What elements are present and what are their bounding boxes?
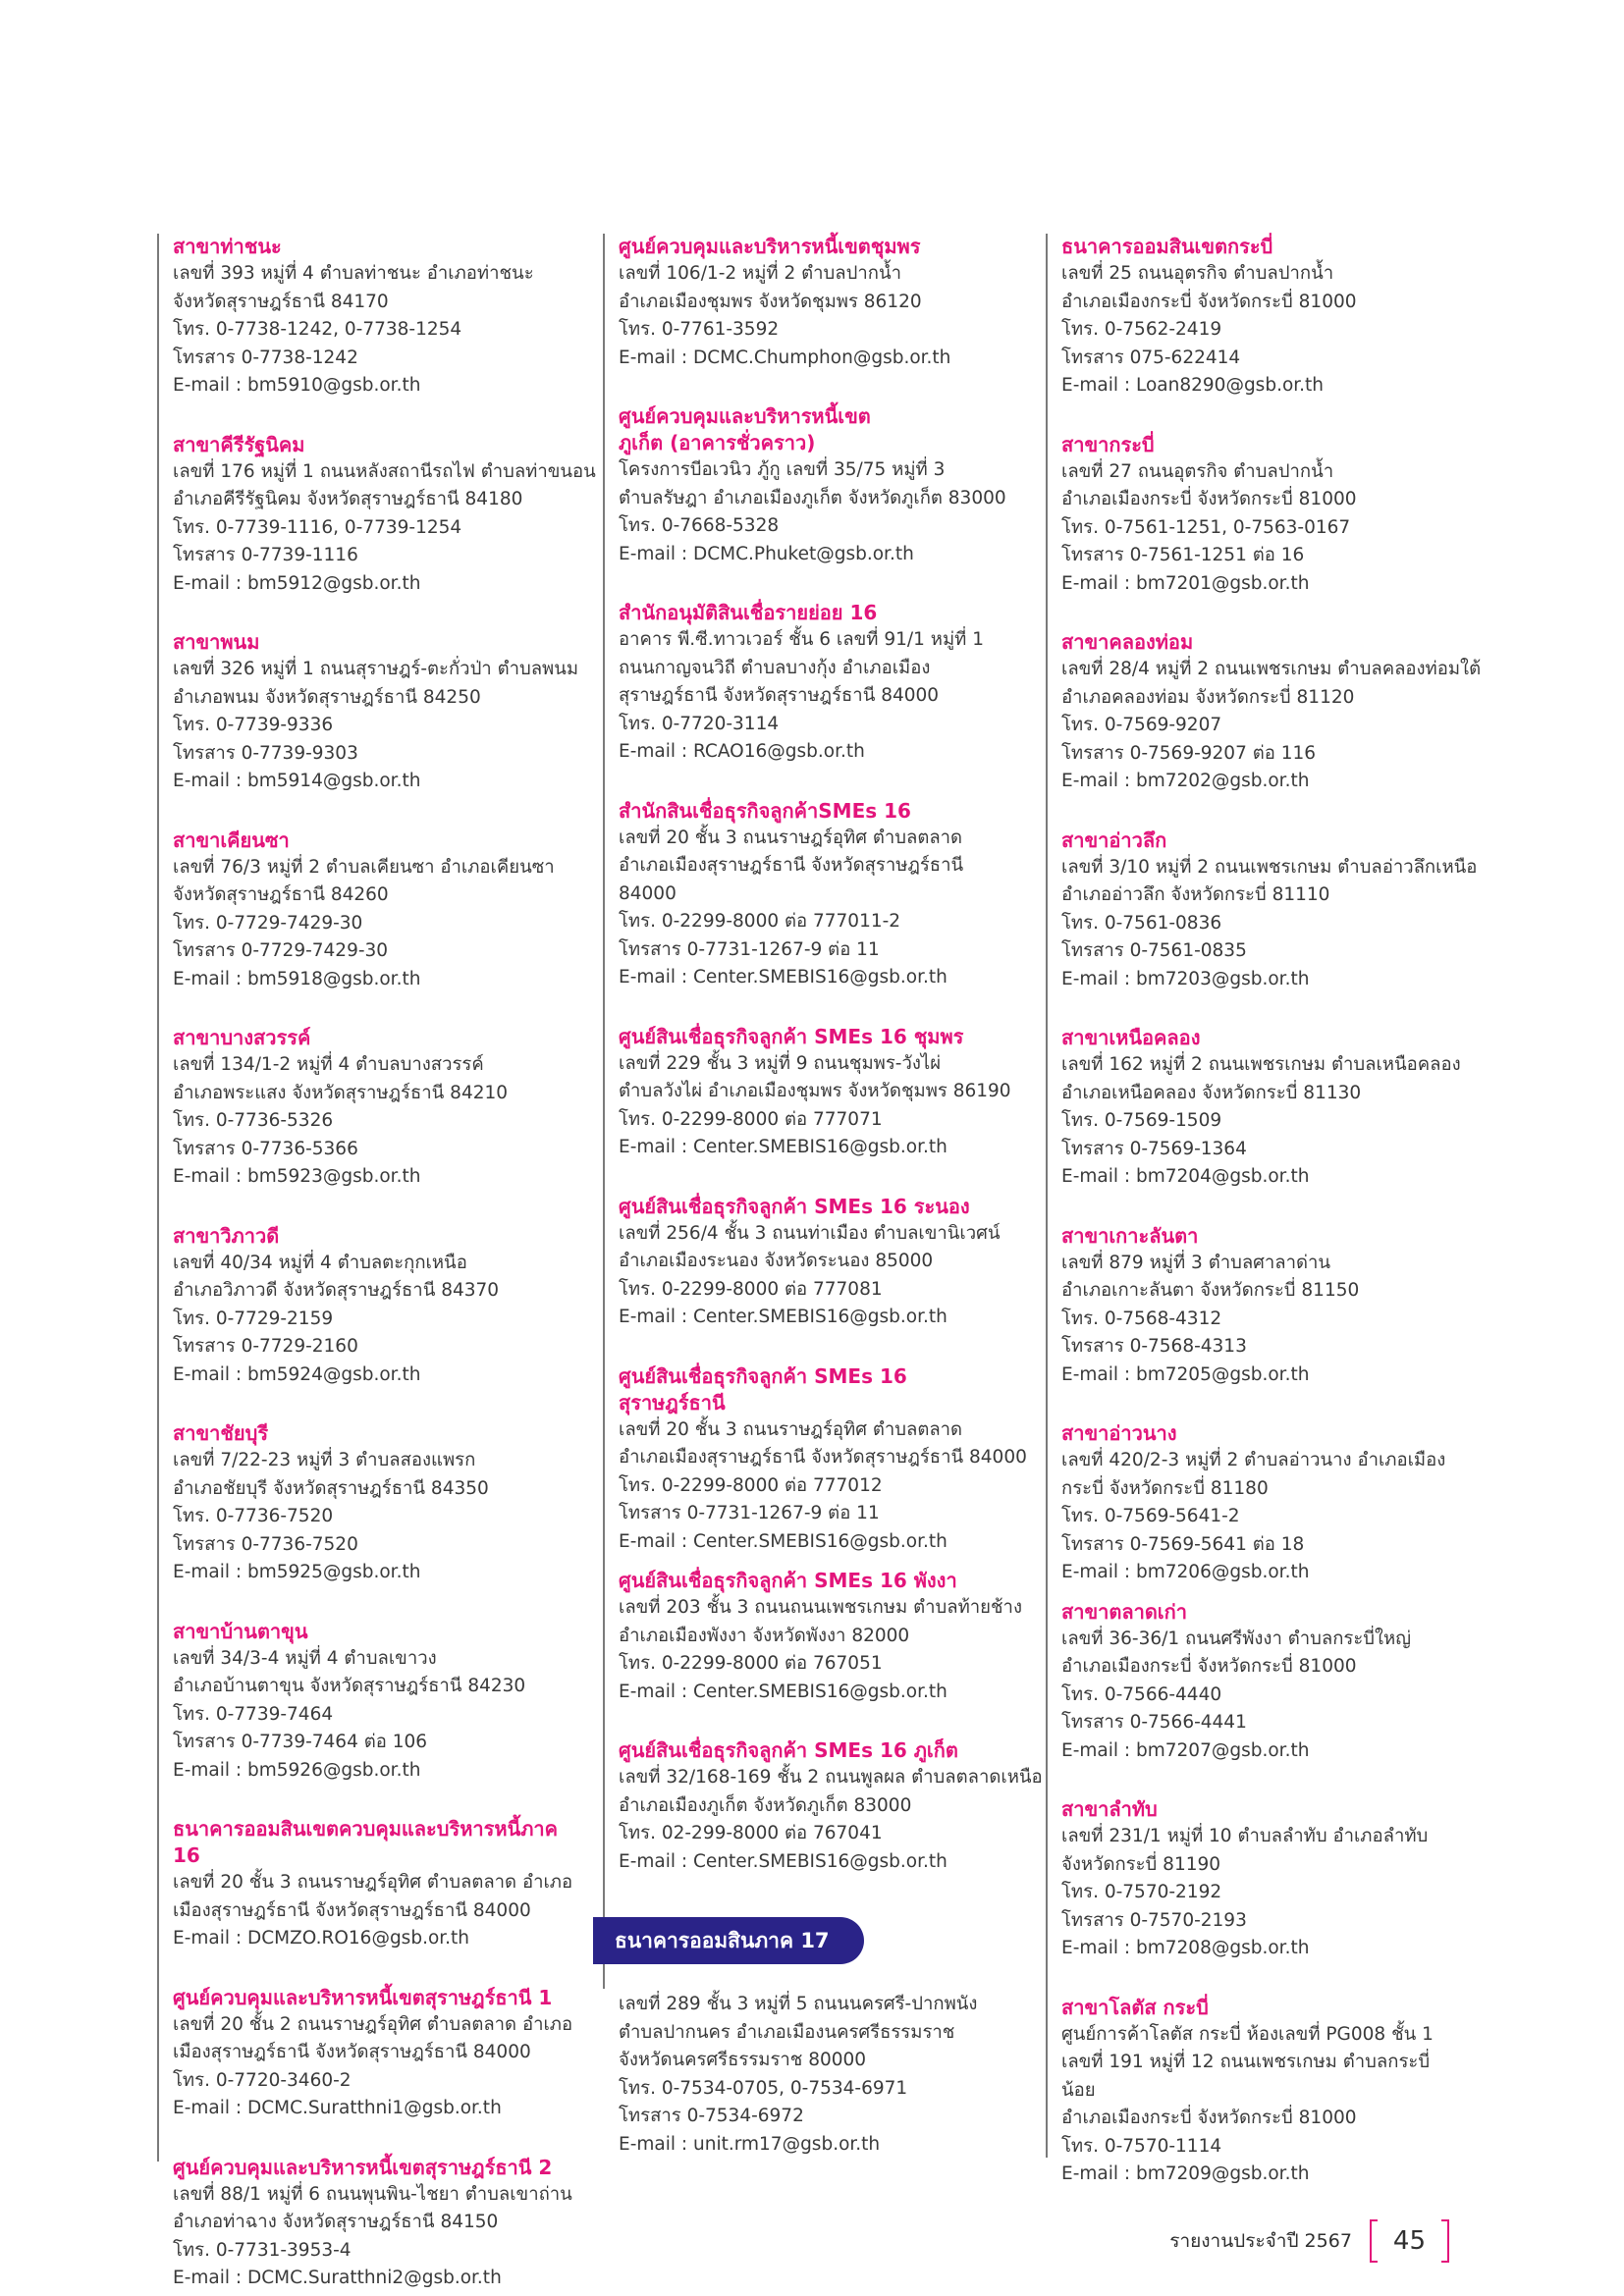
branch-title: สาขาตลาดเก่า (1061, 1599, 1187, 1624)
branch-entry (173, 1223, 581, 1390)
branch-detail-line: E-mail : Center.SMEBIS16@gsb.or.th (619, 1530, 947, 1552)
branch-detail-line: โทร. 0-7562-2419 (1061, 319, 1222, 340)
branch-detail-line: E-mail : bm7201@gsb.or.th (1061, 572, 1310, 594)
branch-detail-line: E-mail : bm7204@gsb.or.th (1061, 1166, 1310, 1187)
branch-detail-line: น้อย (1061, 2079, 1096, 2101)
branch-entry (619, 1363, 1027, 1557)
branch-entry (173, 1985, 581, 2123)
column-2 (603, 234, 1043, 1989)
branch-detail-line: จังหวัดสุราษฎร์ธานี 84170 (173, 291, 389, 312)
branch-detail-line: อำเภอชัยบุรี จังหวัดสุราษฎร์ธานี 84350 (173, 1477, 489, 1499)
branch-detail-line: โทรสาร 0-7731-1267-9 ต่อ 11 (619, 938, 880, 960)
branch-detail-line: E-mail : bm7206@gsb.or.th (1061, 1562, 1310, 1582)
branch-entry (173, 1420, 581, 1587)
branch-detail-line: เลขที่ 40/34 หมู่ที่ 4 ตำบลตะกุกเหนือ (173, 1252, 467, 1273)
branch-title: ศูนย์สินเชื่อธุรกิจลูกค้า SMEs 16 สุราษฎร์ธานี (619, 1363, 907, 1415)
branch-entry (1061, 1796, 1470, 1963)
branch-detail-line: โทรสาร 0-7731-1267-9 ต่อ 11 (619, 1503, 880, 1523)
branch-detail-line: เลขที่ 326 หมู่ที่ 1 ถนนสุราษฎร์-ตะกั่วป่า ตำบลพนม (173, 659, 579, 679)
branch-detail-line: เลขที่ 134/1-2 หมู่ที่ 4 ตำบลบางสวรรค์ (173, 1054, 484, 1075)
region-17-heading: ธนาคารออมสินภาค 17 (593, 1917, 864, 1964)
region-detail-line: ตำบลปากนคร อำเภอเมืองนครศรีธรรมราช (619, 2021, 955, 2043)
branch-detail-line: โทร. 0-7569-1509 (1061, 1110, 1222, 1131)
branch-detail-line: E-mail : bm5925@gsb.or.th (173, 1562, 421, 1582)
branch-detail-line: เลขที่ 76/3 หมู่ที่ 2 ตำบลเคียนซา อำเภอเคียนซา (173, 856, 555, 878)
branch-detail-line: E-mail : RCAO16@gsb.or.th (619, 741, 865, 762)
branch-detail-line: โทร. 0-2299-8000 ต่อ 777012 (619, 1474, 883, 1496)
branch-title: ศูนย์สินเชื่อธุรกิจลูกค้า SMEs 16 พังงา (619, 1569, 957, 1592)
branch-entry (619, 798, 1027, 992)
branch-entry (1061, 1223, 1470, 1390)
branch-detail-line: โทรสาร 0-7566-4441 (1061, 1712, 1247, 1733)
branch-detail-line: โทร. 0-7570-1114 (1061, 2135, 1222, 2157)
branch-detail-line: เลขที่ 203 ชั้น 3 ถนนถนนเพชรเกษม ตำบลท้ายช้าง (619, 1597, 1022, 1618)
branch-detail-line: โทร. 0-7729-2159 (173, 1308, 334, 1329)
branch-detail-line: โทรสาร 0-7736-7520 (173, 1533, 358, 1555)
branch-title: ศูนย์สินเชื่อธุรกิจลูกค้า SMEs 16 ชุมพร (619, 1024, 964, 1048)
branch-entry (619, 1024, 1027, 1162)
branch-detail-line: อำเภอคลองท่อม จังหวัดกระบี่ 81120 (1061, 686, 1355, 708)
branch-detail-line: เลขที่ 20 ชั้น 3 ถนนราษฎร์อุทิศ ตำบลตลาด (619, 827, 963, 848)
branch-detail-line: อำเภอคีรีรัฐนิคม จังหวัดสุราษฎร์ธานี 84180 (173, 489, 523, 509)
branch-detail-line: E-mail : DCMZO.RO16@gsb.or.th (173, 1928, 470, 1949)
branch-detail-line: ตำบลรัษฎา อำเภอเมืองภูเก็ต จังหวัดภูเก็ต 83000 (619, 487, 1006, 508)
branch-detail-line: โทร. 0-7738-1242, 0-7738-1254 (173, 319, 462, 340)
region-detail-line: E-mail : unit.rm17@gsb.or.th (619, 2133, 881, 2155)
branch-detail-line: โทรสาร 0-7570-2193 (1061, 1909, 1247, 1931)
branch-detail-line: โทรสาร 075-622414 (1061, 347, 1241, 368)
branch-detail-line: E-mail : Loan8290@gsb.or.th (1061, 375, 1325, 396)
branch-title: สาขาลำทับ (1061, 1797, 1158, 1821)
branch-detail-line: E-mail : bm7209@gsb.or.th (1061, 2163, 1310, 2184)
branch-entry (173, 828, 581, 994)
branch-detail-line: อำเภอเมืองสุราษฎร์ธานี จังหวัดสุราษฎร์ธานี 84000 (619, 1447, 1027, 1468)
branch-detail-line: ตำบลวังไผ่ อำเภอเมืองชุมพร จังหวัดชุมพร 86190 (619, 1081, 1011, 1101)
branch-entry (619, 1737, 1043, 1876)
branch-title: สาขาเกาะลันตา (1061, 1223, 1199, 1248)
branch-detail-line: E-mail : Center.SMEBIS16@gsb.or.th (619, 1681, 947, 1702)
branch-detail-line: เลขที่ 25 ถนนอุตรกิจ ตำบลปากน้ำ (1061, 263, 1334, 284)
branch-detail-line: โทร. 0-7736-5326 (173, 1110, 334, 1131)
branch-detail-line: อำเภอเมืองชุมพร จังหวัดชุมพร 86120 (619, 291, 922, 312)
branch-detail-line: โทรสาร 0-7561-0835 (1061, 940, 1247, 961)
branch-detail-line: โทร. 02-299-8000 ต่อ 767041 (619, 1823, 883, 1843)
branch-detail-line: อำเภอเมืองกระบี่ จังหวัดกระบี่ 81000 (1061, 1656, 1357, 1677)
branch-detail-line: อำเภอเมืองสุราษฎร์ธานี จังหวัดสุราษฎร์ธานี (619, 855, 964, 876)
branch-detail-line: อำเภอท่าฉาง จังหวัดสุราษฎร์ธานี 84150 (173, 2212, 499, 2232)
branch-entry (173, 234, 581, 400)
branch-title: ธนาคารออมสินเขตกระบี่ (1061, 235, 1273, 258)
branch-detail-line: เลขที่ 106/1-2 หมู่ที่ 2 ตำบลปากน้ำ (619, 263, 901, 284)
branch-detail-line: E-mail : Center.SMEBIS16@gsb.or.th (619, 967, 947, 988)
branch-detail-line: E-mail : DCMC.Phuket@gsb.or.th (619, 543, 914, 564)
column-3 (1046, 234, 1482, 2184)
branch-detail-line: เลขที่ 879 หมู่ที่ 3 ตำบลศาลาด่าน (1061, 1252, 1331, 1273)
branch-detail-line: โทร. 0-7720-3114 (619, 713, 780, 734)
branch-entry (1061, 1995, 1470, 2189)
branch-title: สาขาชัยบุรี (173, 1421, 269, 1445)
branch-detail-line: อำเภอเมืองกระบี่ จังหวัดกระบี่ 81000 (1061, 291, 1357, 312)
branch-detail-line: E-mail : bm7203@gsb.or.th (1061, 968, 1310, 989)
branch-detail-line: โครงการบีอเวนิว ภู้กู เลขที่ 35/75 หมู่ที่ 3 (619, 459, 946, 480)
region-detail-line: โทร. 0-7534-0705, 0-7534-6971 (619, 2077, 908, 2099)
branch-detail-line: E-mail : DCMC.Chumphon@gsb.or.th (619, 347, 951, 368)
branch-entry (1061, 1599, 1470, 1766)
branch-detail-line: กระบี่ จังหวัดกระบี่ 81180 (1061, 1477, 1269, 1499)
branch-detail-line: โทรสาร 0-7736-5366 (173, 1138, 358, 1159)
branch-detail-line: โทร. 0-2299-8000 ต่อ 777011-2 (619, 911, 901, 932)
branch-detail-line: อำเภออ่าวลึก จังหวัดกระบี่ 81110 (1061, 884, 1330, 905)
branch-entry (173, 1816, 581, 1953)
branch-detail-line: อำเภอวิภาวดี จังหวัดสุราษฎร์ธานี 84370 (173, 1280, 500, 1301)
branch-entry (173, 1619, 581, 1786)
branch-title: ศูนย์สินเชื่อธุรกิจลูกค้า SMEs 16 ภูเก็ต (619, 1738, 958, 1762)
branch-title: สาขาอ่าวลึก (1061, 828, 1167, 852)
branch-detail-line: โทร. 0-7566-4440 (1061, 1683, 1222, 1705)
branch-detail-line: โทร. 0-2299-8000 ต่อ 767051 (619, 1653, 883, 1674)
branch-detail-line: อำเภอพนม จังหวัดสุราษฎร์ธานี 84250 (173, 686, 481, 708)
branch-detail-line: โทร. 0-7569-5641-2 (1061, 1506, 1240, 1526)
branch-detail-line: เลขที่ 191 หมู่ที่ 12 ถนนเพชรเกษม ตำบลกระบี่ (1061, 2052, 1431, 2072)
branch-detail-line: E-mail : bm5910@gsb.or.th (173, 375, 421, 396)
branch-entry (619, 403, 1027, 568)
branch-entry (619, 600, 1027, 767)
branch-detail-line: เลขที่ 231/1 หมู่ที่ 10 ตำบลลำทับ อำเภอลำทับ (1061, 1826, 1429, 1846)
branch-detail-line: โทร. 0-2299-8000 ต่อ 777071 (619, 1108, 883, 1130)
branch-entry (1061, 828, 1478, 994)
branch-detail-line: อำเภอเมืองกระบี่ จังหวัดกระบี่ 81000 (1061, 2108, 1357, 2128)
branch-title: สาขาเหนือคลอง (1061, 1026, 1201, 1049)
report-title: รายงานประจำปี 2567 (1169, 2230, 1352, 2252)
branch-title: สาขาบ้านตาขุน (173, 1619, 308, 1643)
branch-detail-line: โทร. 0-7731-3953-4 (173, 2239, 352, 2261)
branch-detail-line: เมืองสุราษฎร์ธานี จังหวัดสุราษฎร์ธานี 84000 (173, 2042, 531, 2062)
branch-title: สาขากระบี่ (1061, 432, 1155, 456)
branch-detail-line: อำเภอบ้านตาขุน จังหวัดสุราษฎร์ธานี 84230 (173, 1676, 526, 1696)
branch-title: สาขาวิภาวดี (173, 1223, 280, 1248)
branch-detail-line: E-mail : Center.SMEBIS16@gsb.or.th (619, 1850, 947, 1872)
branch-detail-line: E-mail : bm5923@gsb.or.th (173, 1166, 421, 1187)
branch-detail-line: E-mail : bm7207@gsb.or.th (1061, 1739, 1310, 1761)
branch-detail-line: เลขที่ 7/22-23 หมู่ที่ 3 ตำบลสองแพรก (173, 1450, 476, 1470)
branch-title: ธนาคารออมสินเขตควบคุมและบริหารหนี้ภาค 16 (173, 1817, 559, 1867)
branch-detail-line: อำเภอเหนือคลอง จังหวัดกระบี่ 81130 (1061, 1082, 1362, 1103)
branch-title: สาขาคีรีรัฐนิคม (173, 432, 305, 456)
branch-detail-line: โทร. 0-7739-9336 (173, 715, 334, 735)
branch-title: ศูนย์ควบคุมและบริหารหนี้เขตภูเก็ต (อาคารชั่วคราว) (619, 404, 871, 454)
branch-detail-line: โทร. 0-7720-3460-2 (173, 2069, 352, 2091)
branch-detail-line: อำเภอเมืองระนอง จังหวัดระนอง 85000 (619, 1251, 934, 1271)
branch-detail-line: อาคาร พี.ซี.ทาวเวอร์ ชั้น 6 เลขที่ 91/1 หมู่ที่ 1 (619, 629, 984, 650)
branch-detail-line: E-mail : bm5914@gsb.or.th (173, 771, 421, 791)
branch-entry (173, 629, 581, 796)
branch-detail-line: จังหวัดสุราษฎร์ธานี 84260 (173, 884, 389, 905)
branch-detail-line: อำเภอเมืองภูเก็ต จังหวัดภูเก็ต 83000 (619, 1794, 912, 1816)
branch-detail-line: เมืองสุราษฎร์ธานี จังหวัดสุราษฎร์ธานี 84000 (173, 1899, 531, 1921)
branch-detail-line: โทรสาร 0-7569-9207 ต่อ 116 (1061, 742, 1317, 764)
branch-detail-line: โทรสาร 0-7561-1251 ต่อ 16 (1061, 545, 1305, 565)
branch-detail-line: เลขที่ 88/1 หมู่ที่ 6 ถนนพุนพิน-ไชยา ตำบลเขาถ่าน (173, 2183, 572, 2205)
column-1 (157, 234, 596, 2288)
branch-detail-line: โทรสาร 0-7729-2160 (173, 1336, 358, 1357)
branch-detail-line: โทร. 0-7761-3592 (619, 319, 780, 340)
branch-detail-line: E-mail : bm5918@gsb.or.th (173, 968, 421, 989)
branch-detail-line: E-mail : DCMC.Suratthni1@gsb.or.th (173, 2098, 502, 2118)
branch-detail-line: โทร. 0-7736-7520 (173, 1506, 334, 1526)
branch-title: สาขาคลองท่อม (1061, 630, 1194, 654)
branch-title: สำนักอนุมัติสินเชื่อรายย่อย 16 (619, 601, 878, 624)
branch-detail-line: E-mail : Center.SMEBIS16@gsb.or.th (619, 1307, 947, 1327)
branch-title: สาขาบางสวรรค์ (173, 1026, 311, 1049)
branch-detail-line: เลขที่ 32/168-169 ชั้น 2 ถนนพูลผล ตำบลตลาดเหนือ (619, 1767, 1043, 1788)
branch-detail-line: โทรสาร 0-7729-7429-30 (173, 940, 389, 961)
branch-entry (173, 1025, 581, 1192)
branch-title: สาขาท่าชนะ (173, 235, 282, 258)
branch-detail-line: E-mail : bm5924@gsb.or.th (173, 1363, 421, 1385)
branch-detail-line: โทร. 0-7739-1116, 0-7739-1254 (173, 516, 462, 538)
branch-title: สาขาโลตัส กระบี่ (1061, 1995, 1209, 2019)
branch-title: สำนักสินเชื่อธุรกิจลูกค้าSMEs 16 (619, 798, 911, 823)
branch-title: สาขาพนม (173, 630, 260, 654)
region-detail-line: โทรสาร 0-7534-6972 (619, 2106, 804, 2126)
branch-entry (619, 234, 1027, 372)
branch-detail-line: E-mail : bm7208@gsb.or.th (1061, 1938, 1310, 1958)
branch-detail-line: สุราษฎร์ธานี จังหวัดสุราษฎร์ธานี 84000 (619, 685, 940, 706)
branch-detail-line: E-mail : bm7205@gsb.or.th (1061, 1363, 1310, 1385)
branch-entry (1061, 234, 1470, 400)
region-17-details (619, 1991, 1031, 2159)
branch-title: ศูนย์ควบคุมและบริหารหนี้เขตสุราษฎร์ธานี 1 (173, 1985, 553, 2009)
branch-detail-line: เลขที่ 36-36/1 ถนนศรีพังงา ตำบลกระบี่ใหญ่ (1061, 1628, 1412, 1649)
branch-entry (173, 2155, 581, 2293)
branch-detail-line: จังหวัดกระบี่ 81190 (1061, 1853, 1221, 1875)
branch-detail-line: เลขที่ 20 ชั้น 3 ถนนราษฎร์อุทิศ ตำบลตลาด (619, 1418, 963, 1440)
branch-detail-line: เลขที่ 393 หมู่ที่ 4 ตำบลท่าชนะ อำเภอท่าชนะ (173, 263, 534, 284)
branch-detail-line: เลขที่ 162 หมู่ที่ 2 ถนนเพชรเกษม ตำบลเหนือคลอง (1061, 1054, 1461, 1075)
branch-title: ศูนย์ควบคุมและบริหารหนี้เขตสุราษฎร์ธานี 2 (173, 2155, 553, 2179)
branch-entry (619, 1194, 1027, 1332)
branch-detail-line: E-mail : bm5926@gsb.or.th (173, 1759, 421, 1781)
branch-detail-line: เลขที่ 20 ชั้น 2 ถนนราษฎร์อุทิศ ตำบลตลาด อำเภอ (173, 2013, 573, 2035)
branch-title: ศูนย์ควบคุมและบริหารหนี้เขตชุมพร (619, 235, 921, 258)
branch-detail-line: โทร. 0-7729-7429-30 (173, 912, 363, 934)
branch-detail-line: โทร. 0-7569-9207 (1061, 715, 1222, 735)
branch-detail-line: โทร. 0-7570-2192 (1061, 1882, 1222, 1902)
branch-detail-line: เลขที่ 27 ถนนอุตรกิจ ตำบลปากน้ำ (1061, 460, 1334, 482)
page-number: 45 (1392, 2226, 1426, 2256)
branch-detail-line: โทร. 0-7561-0836 (1061, 912, 1222, 934)
branch-detail-line: โทรสาร 0-7739-9303 (173, 742, 358, 764)
region-detail-line: จังหวัดนครศรีธรรมราช 80000 (619, 2050, 867, 2070)
branch-detail-line: E-mail : bm5912@gsb.or.th (173, 572, 421, 594)
bracket-left-icon (1370, 2219, 1378, 2263)
branch-title: ศูนย์สินเชื่อธุรกิจลูกค้า SMEs 16 ระนอง (619, 1194, 970, 1218)
branch-title: สาขาเคียนซา (173, 828, 290, 852)
branch-entry (1061, 1025, 1470, 1192)
branch-detail-line: โทรสาร 0-7568-4313 (1061, 1336, 1247, 1357)
branch-detail-line: โทรสาร 0-7569-5641 ต่อ 18 (1061, 1533, 1305, 1555)
branch-detail-line: เลขที่ 256/4 ชั้น 3 ถนนท่าเมือง ตำบลเขานิเวศน์ (619, 1222, 1001, 1244)
branch-detail-line: โทร. 0-2299-8000 ต่อ 777081 (619, 1278, 883, 1300)
bracket-right-icon (1441, 2219, 1449, 2263)
branch-detail-line: เลขที่ 20 ชั้น 3 ถนนราษฎร์อุทิศ ตำบลตลาด อำเภอ (173, 1872, 573, 1893)
branch-detail-line: E-mail : DCMC.Suratthni2@gsb.or.th (173, 2268, 502, 2288)
branch-detail-line: โทรสาร 0-7739-7464 ต่อ 106 (173, 1732, 428, 1752)
branch-entry (173, 432, 596, 599)
branch-entry (1061, 629, 1482, 796)
branch-detail-line: เลขที่ 229 ชั้น 3 หมู่ที่ 9 ถนนชุมพร-วังไผ่ (619, 1052, 942, 1074)
branch-detail-line: โทรสาร 0-7739-1116 (173, 545, 358, 565)
page-footer (1169, 2218, 1449, 2264)
branch-detail-line: อำเภอเมืองกระบี่ จังหวัดกระบี่ 81000 (1061, 489, 1357, 509)
branch-detail-line: ถนนกาญจนวิถี ตำบลบางกุ้ง อำเภอเมือง (619, 657, 931, 678)
branch-detail-line: เลขที่ 420/2-3 หมู่ที่ 2 ตำบลอ่าวนาง อำเภอเมือง (1061, 1450, 1446, 1470)
branch-entry (619, 1568, 1027, 1706)
branch-detail-line: โทร. 0-7739-7464 (173, 1703, 334, 1725)
branch-detail-line: อำเภอเมืองพังงา จังหวัดพังงา 82000 (619, 1625, 910, 1646)
branch-detail-line: เลขที่ 34/3-4 หมู่ที่ 4 ตำบลเขาวง (173, 1647, 437, 1669)
region-detail-line: เลขที่ 289 ชั้น 3 หมู่ที่ 5 ถนนนครศรี-ปากพนัง (619, 1994, 978, 2014)
branch-detail-line: เลขที่ 176 หมู่ที่ 1 ถนนหลังสถานีรถไฟ ตำบลท่าขนอน (173, 460, 596, 482)
branch-title: สาขาอ่าวนาง (1061, 1421, 1177, 1445)
branch-detail-line: เลขที่ 3/10 หมู่ที่ 2 ถนนเพชรเกษม ตำบลอ่าวลึกเหนือ (1061, 856, 1478, 878)
branch-detail-line: เลขที่ 28/4 หมู่ที่ 2 ถนนเพชรเกษม ตำบลคลองท่อมใต้ (1061, 659, 1482, 679)
branch-detail-line: โทร. 0-7668-5328 (619, 515, 780, 536)
branch-detail-line: E-mail : bm7202@gsb.or.th (1061, 771, 1310, 791)
branch-detail-line: โทรสาร 0-7738-1242 (173, 347, 358, 368)
branch-detail-line: อำเภอเกาะลันตา จังหวัดกระบี่ 81150 (1061, 1280, 1360, 1301)
branch-detail-line: 84000 (619, 882, 677, 904)
branch-detail-line: โทร. 0-7568-4312 (1061, 1308, 1222, 1329)
branch-detail-line: อำเภอพระแสง จังหวัดสุราษฎร์ธานี 84210 (173, 1082, 509, 1103)
branch-detail-line: E-mail : Center.SMEBIS16@gsb.or.th (619, 1137, 947, 1157)
branch-entry (1061, 1420, 1470, 1587)
branch-detail-line: โทรสาร 0-7569-1364 (1061, 1138, 1247, 1159)
branch-detail-line: ศูนย์การค้าโลตัส กระบี่ ห้องเลขที่ PG008 ชั้น 1 (1061, 2023, 1434, 2045)
branch-entry (1061, 432, 1470, 599)
branch-detail-line: โทร. 0-7561-1251, 0-7563-0167 (1061, 516, 1351, 538)
